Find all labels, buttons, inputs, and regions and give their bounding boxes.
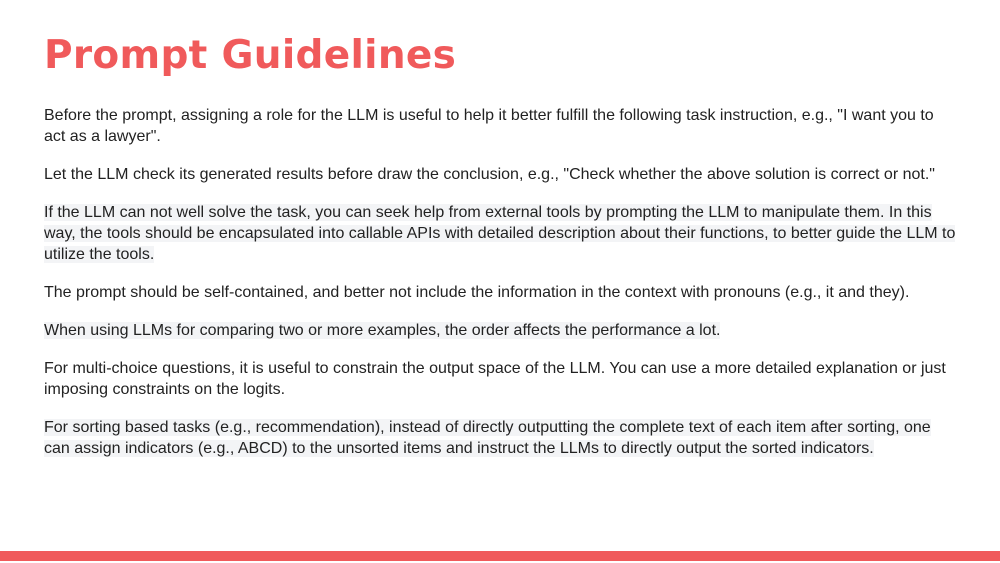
accent-bar	[0, 551, 1000, 561]
slide-title: Prompt Guidelines	[44, 33, 457, 78]
guideline-item-sorting: For sorting based tasks (e.g., recommendation), instead of directly outputting the complete text of each item after sorting, one can assign indicators (e.g., ABCD) to the unsorted items and instruct the LLMs to directly output the sorted indicators.	[44, 419, 931, 457]
guideline-item-multi-choice: For multi-choice questions, it is useful to constrain the output space of the LLM. You can use a more detailed explanation or just imposing constraints on the logits.	[44, 360, 946, 398]
guideline-item-order: When using LLMs for comparing two or more examples, the order affects the performance a lot.	[44, 322, 721, 339]
guideline-item-role: Before the prompt, assigning a role for the LLM is useful to help it better fulfill the following task instruction, e.g., "I want you to act as a lawyer".	[44, 107, 934, 145]
guideline-list	[44, 105, 959, 476]
guideline-item-self-check: Let the LLM check its generated results before draw the conclusion, e.g., "Check whether the above solution is correct or not."	[44, 166, 935, 183]
guideline-item-self-contained: The prompt should be self-contained, and better not include the information in the context with pronouns (e.g., it and they).	[44, 284, 910, 301]
guideline-item-external-tools: If the LLM can not well solve the task, you can seek help from external tools by prompting the LLM to manipulate them. In this way, the tools should be encapsulated into callable APIs with detailed description about their functions, to better guide the LLM to utilize the tools.	[44, 204, 956, 263]
